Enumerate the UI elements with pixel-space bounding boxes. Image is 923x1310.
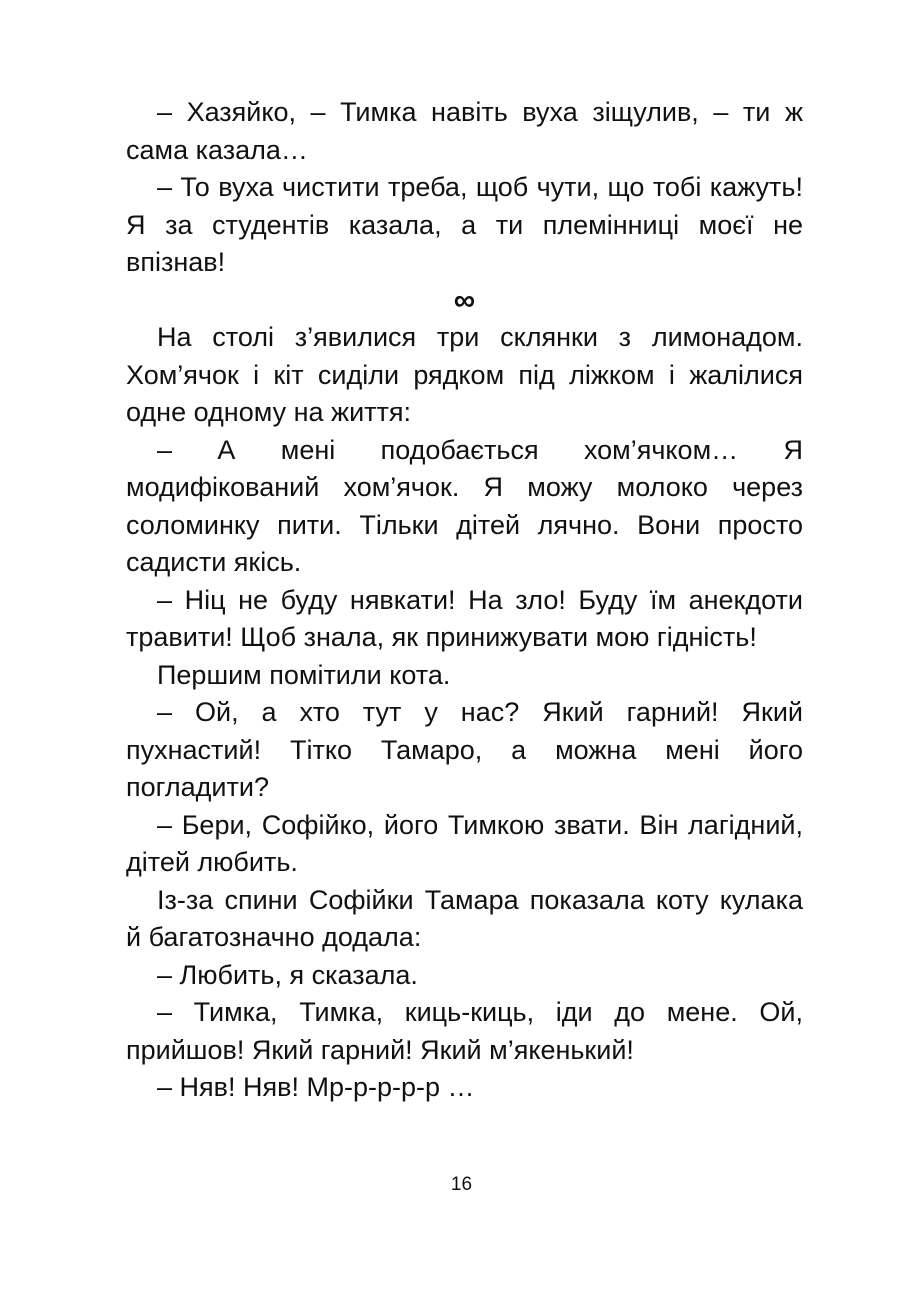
paragraph: – Бери, Софійко, його Тимкою звати. Він лагідний, дітей любить.: [126, 809, 803, 877]
paragraph: – Няв! Няв! Мр-р-р-р-р …: [157, 1072, 475, 1102]
paragraph: – Хазяйко, – Тимка навіть вуха зіщулив, – ти ж сама казала…: [126, 97, 803, 165]
paragraph: Першим помітили кота.: [157, 659, 451, 690]
paragraph: – Ніц не буду нявкати! На зло! Буду їм анекдоти травити! Щоб знала, як принижувати мою гідність!: [126, 584, 803, 652]
paragraph: – А мені подобається хом’ячком… Я модифікований хом’ячок. Я можу молоко через соломинку пити. Тільки дітей лячно. Вони просто садисти якісь.: [126, 434, 803, 577]
section-separator: ∞: [453, 283, 476, 317]
paragraph: Із-за спини Софійки Тамара показала коту кулака й багатозначно додала:: [126, 884, 803, 952]
paragraph: – Любить, я сказала.: [157, 959, 418, 990]
paragraph: – Ой, а хто тут у нас? Який гарний! Який пухнастий! Тітко Тамаро, а можна мені його погладити?: [126, 697, 803, 802]
page-number: 16: [450, 1174, 473, 1195]
body-text: [126, 94, 803, 1107]
paragraph: На столі з’явилися три склянки з лимонадом. Хом’ячок і кіт сиділи рядком під ліжком і жалілися одне одному на життя:: [126, 322, 803, 427]
paragraph: – То вуха чистити треба, щоб чути, що тобі кажуть! Я за студентів казала, а ти племінниці моєї не впізнав!: [126, 172, 803, 277]
paragraph: – Тимка, Тимка, киць-киць, іди до мене. Ой, прийшов! Який гарний! Який м’якенький!: [126, 997, 803, 1065]
